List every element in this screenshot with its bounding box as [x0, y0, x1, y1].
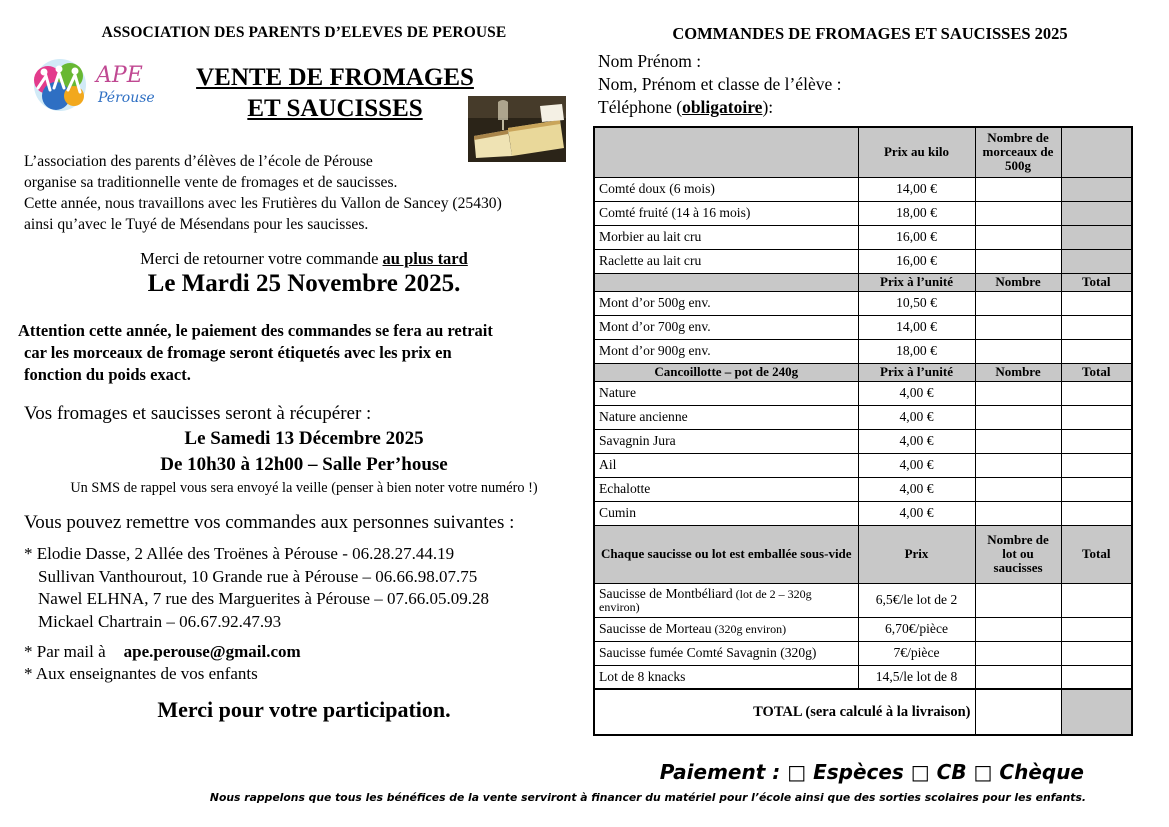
mail-address[interactable]: ape.perouse@gmail.com — [123, 642, 301, 661]
product-name: Cumin — [594, 501, 858, 525]
attention-notice — [18, 320, 598, 386]
contacts-list — [24, 543, 489, 633]
quantity-cell[interactable] — [975, 477, 1061, 501]
product-name: Saucisse fumée Comté Savagnin (320g) — [594, 641, 858, 665]
total-cell[interactable] — [1061, 315, 1132, 339]
product-price: 4,00 € — [858, 405, 975, 429]
table-row — [594, 249, 1132, 273]
product-price: 7€/pièce — [858, 641, 975, 665]
ape-logo — [28, 58, 158, 114]
title-line-1: VENTE DE FROMAGES — [196, 64, 474, 91]
sausage-name: Saucisse de Montbéliard — [599, 585, 733, 601]
header-blank — [594, 273, 858, 291]
quantity-cell[interactable] — [975, 641, 1061, 665]
product-price: 4,00 € — [858, 429, 975, 453]
phone-prefix: Téléphone ( — [598, 97, 683, 117]
product-name: Mont d’or 700g env. — [594, 315, 858, 339]
header-price-per-unit: Prix à l’unité — [858, 363, 975, 381]
quantity-cell[interactable] — [975, 617, 1061, 641]
disabled-cell — [1061, 177, 1132, 201]
quantity-cell[interactable] — [975, 429, 1061, 453]
product-name: Mont d’or 900g env. — [594, 339, 858, 363]
product-name: Nature — [594, 381, 858, 405]
intro-line: ainsi qu’avec le Tuyé de Mésendans pour les saucisses. — [24, 216, 369, 233]
contact-item: Sullivan Vanthourout, 10 Grande rue à Pérouse – 06.66.98.07.75 — [38, 566, 478, 586]
header-cancoillotte: Cancoillotte – pot de 240g — [594, 363, 858, 381]
quantity-cell[interactable] — [975, 291, 1061, 315]
header-lot-count: Nombre de lot ou saucisses — [975, 525, 1061, 583]
thanks-message: Merci pour votre participation. — [157, 697, 451, 722]
sms-note: Un SMS de rappel vous sera envoyé la veille (penser à bien noter votre numéro !) — [70, 480, 538, 496]
quantity-cell[interactable] — [975, 249, 1061, 273]
quantity-cell[interactable] — [975, 381, 1061, 405]
phone-suffix: ): — [762, 97, 774, 117]
total-cell[interactable] — [1061, 405, 1132, 429]
sausage-detail: (320g environ) — [711, 622, 787, 636]
product-name — [594, 617, 858, 641]
logo-main-text: APE — [96, 63, 143, 88]
header-pieces-500g: Nombre de morceaux de 500g — [975, 127, 1061, 177]
product-price: 10,50 € — [858, 291, 975, 315]
return-text: Merci de retourner votre commande — [140, 249, 383, 268]
product-name: Morbier au lait cru — [594, 225, 858, 249]
sausage-header-row — [594, 525, 1132, 583]
product-price: 4,00 € — [858, 477, 975, 501]
table-row — [594, 177, 1132, 201]
pickup-date: Le Samedi 13 Décembre 2025 — [184, 428, 424, 449]
table-row — [594, 315, 1132, 339]
product-name: Ail — [594, 453, 858, 477]
total-cell[interactable] — [1061, 453, 1132, 477]
table-row — [594, 501, 1132, 525]
table-row — [594, 429, 1132, 453]
contact-item: * Elodie Dasse, 2 Allée des Troënes à Pérouse - 06.28.27.44.19 — [24, 544, 455, 563]
header-blank — [1061, 127, 1132, 177]
order-title: COMMANDES DE FROMAGES ET SAUCISSES 2025 — [672, 24, 1068, 43]
phone-required: obligatoire — [682, 97, 763, 117]
student-field-label: Nom, Prénom et classe de l’élève : — [598, 74, 842, 94]
product-name: Raclette au lait cru — [594, 249, 858, 273]
page-title — [150, 62, 520, 124]
disabled-cell — [1061, 689, 1132, 735]
product-name: Comté doux (6 mois) — [594, 177, 858, 201]
total-cell[interactable] — [1061, 291, 1132, 315]
quantity-cell[interactable] — [975, 501, 1061, 525]
logo-sub-text: Pérouse — [98, 90, 155, 106]
product-name: Nature ancienne — [594, 405, 858, 429]
quantity-cell[interactable] — [975, 583, 1061, 617]
intro-line: L’association des parents d’élèves de l’école de Pérouse — [24, 153, 373, 170]
deadline: Le Mardi 25 Novembre 2025. — [147, 270, 461, 297]
table-row — [594, 583, 1132, 617]
sausage-detail: (lot de 2 – 320g environ) — [599, 586, 812, 614]
attention-line: Attention cette année, le paiement des commandes se fera au retrait — [18, 321, 493, 340]
payment-options: Paiement : □ Espèces □ CB □ Chèque — [659, 760, 1084, 784]
table-row — [594, 339, 1132, 363]
cancoillotte-header-row — [594, 363, 1132, 381]
product-price: 18,00 € — [858, 339, 975, 363]
header-price: Prix — [858, 525, 975, 583]
contact-item: Nawel ELHNA, 7 rue des Marguerites à Pérouse – 07.66.05.09.28 — [38, 589, 490, 608]
quantity-cell[interactable] — [975, 405, 1061, 429]
table-row — [594, 617, 1132, 641]
product-price: 14,5/le lot de 8 — [858, 665, 975, 689]
quantity-cell[interactable] — [975, 339, 1061, 363]
teachers-contact: * Aux enseignantes de vos enfants — [24, 664, 258, 683]
intro-line: Cette année, nous travaillons avec les Frutières du Vallon de Sancey (25430) — [24, 195, 502, 212]
product-name — [594, 583, 858, 617]
disabled-cell — [1061, 225, 1132, 249]
disabled-cell — [1061, 249, 1132, 273]
quantity-cell[interactable] — [975, 665, 1061, 689]
phone-field-label — [598, 97, 773, 118]
total-cell[interactable] — [1061, 617, 1132, 641]
mail-prefix: * Par mail à — [24, 642, 106, 661]
product-price: 18,00 € — [858, 201, 975, 225]
return-instruction — [0, 249, 608, 269]
total-cell[interactable] — [1061, 381, 1132, 405]
header-number: Nombre — [975, 273, 1061, 291]
header-total: Total — [1061, 363, 1132, 381]
table-row — [594, 641, 1132, 665]
return-underlined: au plus tard — [382, 249, 468, 268]
name-field-label: Nom Prénom : — [598, 51, 702, 71]
quantity-cell[interactable] — [975, 225, 1061, 249]
cheese-header-row — [594, 127, 1132, 177]
product-price: 4,00 € — [858, 381, 975, 405]
table-row — [594, 477, 1132, 501]
header-total: Total — [1061, 273, 1132, 291]
header-blank — [594, 127, 858, 177]
mont-dor-header-row — [594, 273, 1132, 291]
total-label: TOTAL (sera calculé à la livraison) — [594, 689, 975, 735]
table-row — [594, 201, 1132, 225]
footer-note: Nous rappelons que tous les bénéfices de la vente serviront à financer du matériel pour l’école ainsi que des sorties scolaires pour les enfants. — [209, 791, 1086, 804]
association-header: ASSOCIATION DES PARENTS D’ELEVES DE PEROUSE — [101, 24, 507, 41]
product-name: Comté fruité (14 à 16 mois) — [594, 201, 858, 225]
intro-text — [24, 151, 502, 235]
product-name: Echalotte — [594, 477, 858, 501]
total-cell[interactable] — [1061, 477, 1132, 501]
product-name: Lot de 8 knacks — [594, 665, 858, 689]
header-sausage-desc: Chaque saucisse ou lot est emballée sous-vide — [594, 525, 858, 583]
title-line-2: ET SAUCISSES — [247, 95, 423, 122]
quantity-cell[interactable] — [975, 177, 1061, 201]
header-number: Nombre — [975, 363, 1061, 381]
total-cell[interactable] — [1061, 339, 1132, 363]
total-cell[interactable] — [1061, 583, 1132, 617]
pickup-time: De 10h30 à 12h00 – Salle Per’house — [160, 454, 448, 475]
contacts-intro: Vous pouvez remettre vos commandes aux personnes suivantes : — [24, 512, 515, 533]
product-price: 6,70€/pièce — [858, 617, 975, 641]
table-row — [594, 665, 1132, 689]
product-price: 14,00 € — [858, 315, 975, 339]
header-price-per-kilo: Prix au kilo — [858, 127, 975, 177]
product-name: Mont d’or 500g env. — [594, 291, 858, 315]
total-cell[interactable] — [1061, 665, 1132, 689]
attention-line: fonction du poids exact. — [24, 365, 191, 384]
header-price-per-unit: Prix à l’unité — [858, 273, 975, 291]
table-row — [594, 291, 1132, 315]
total-cell[interactable] — [1061, 501, 1132, 525]
mail-contact — [24, 642, 301, 662]
quantity-cell[interactable] — [975, 315, 1061, 339]
product-name: Savagnin Jura — [594, 429, 858, 453]
product-price: 6,5€/le lot de 2 — [858, 583, 975, 617]
quantity-cell[interactable] — [975, 201, 1061, 225]
header-total: Total — [1061, 525, 1132, 583]
product-price: 4,00 € — [858, 501, 975, 525]
order-table — [593, 126, 1133, 736]
pickup-intro: Vos fromages et saucisses seront à récupérer : — [24, 403, 372, 424]
attention-line: car les morceaux de fromage seront étiquetés avec les prix en — [24, 343, 452, 362]
contact-item: Mickael Chartrain – 06.67.92.47.93 — [38, 611, 282, 631]
product-price: 14,00 € — [858, 177, 975, 201]
total-cell[interactable] — [1061, 641, 1132, 665]
table-row — [594, 453, 1132, 477]
grand-total-cell[interactable] — [975, 689, 1061, 735]
product-price: 4,00 € — [858, 453, 975, 477]
disabled-cell — [1061, 201, 1132, 225]
table-row — [594, 381, 1132, 405]
total-row — [594, 689, 1132, 735]
table-row — [594, 225, 1132, 249]
intro-line: organise sa traditionnelle vente de fromages et de saucisses. — [24, 174, 398, 191]
product-price: 16,00 € — [858, 249, 975, 273]
product-price: 16,00 € — [858, 225, 975, 249]
table-row — [594, 405, 1132, 429]
quantity-cell[interactable] — [975, 453, 1061, 477]
sausage-name: Saucisse de Morteau — [599, 621, 712, 636]
total-cell[interactable] — [1061, 429, 1132, 453]
